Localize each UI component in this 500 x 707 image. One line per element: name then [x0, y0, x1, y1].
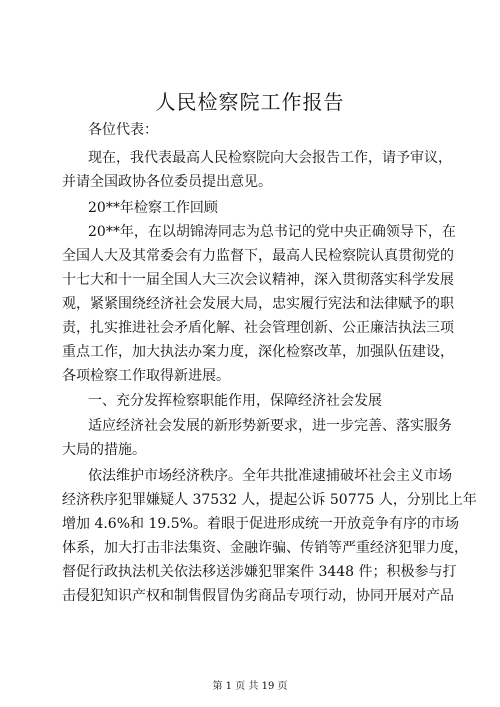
- body-text-line: 击侵犯知识产权和制售假冒伪劣商品专项行动，协同开展对产品: [62, 588, 454, 604]
- body-text-line: 重点工作，加大执法办案力度，深化检察改革，加强队伍建设，: [62, 344, 454, 360]
- document-title: 人民检察院工作报告: [155, 90, 345, 114]
- section-heading: 一、充分发挥检察职能作用，保障经济社会发展: [88, 393, 382, 409]
- body-text-line: 大局的措施。: [62, 442, 146, 458]
- body-text-line: 督促行政执法机关依法移送涉嫌犯罪案件 3448 件；积极参与打: [62, 564, 457, 580]
- body-text-line: 经济秩序犯罪嫌疑人 37532 人，提起公诉 50775 人，分别比上年: [62, 492, 477, 508]
- body-text-line: 责，扎实推进社会矛盾化解、社会管理创新、公正廉洁执法三项: [62, 320, 454, 336]
- body-text-line: 并请全国政协各位委员提出意见。: [62, 174, 272, 190]
- body-text-line: 现在，我代表最高人民检察院向大会报告工作，请予审议，: [88, 150, 452, 166]
- body-text-line: 体系，加大打击非法集资、金融诈骗、传销等严重经济犯罪力度，: [62, 540, 468, 556]
- body-text-line: 增加 4.6%和 19.5%。着眼于促进形成统一开放竞争有序的市场: [62, 516, 459, 532]
- body-text-line: 十七大和十一届全国人大三次会议精神，深入贯彻落实科学发展: [62, 272, 454, 288]
- body-text-line: 观，紧紧围绕经济社会发展大局，忠实履行宪法和法律赋予的职: [62, 296, 454, 312]
- body-text-line: 各项检察工作取得新进展。: [62, 368, 230, 384]
- section-heading: 20**年检察工作回顾: [88, 200, 218, 216]
- body-text-line: 20**年，在以胡锦涛同志为总书记的党中央正确领导下，在: [88, 224, 456, 240]
- body-text-line: 适应经济社会发展的新形势新要求，进一步完善、落实服务: [88, 418, 452, 434]
- body-text-line: 全国人大及其常委会有力监督下，最高人民检察院认真贯彻党的: [62, 248, 454, 264]
- body-text-line: 依法维护市场经济秩序。全年共批准逮捕破坏社会主义市场: [88, 468, 452, 484]
- page-number-footer: 第 1 页 共 19 页: [212, 681, 288, 692]
- salutation-line: 各位代表：: [88, 122, 158, 138]
